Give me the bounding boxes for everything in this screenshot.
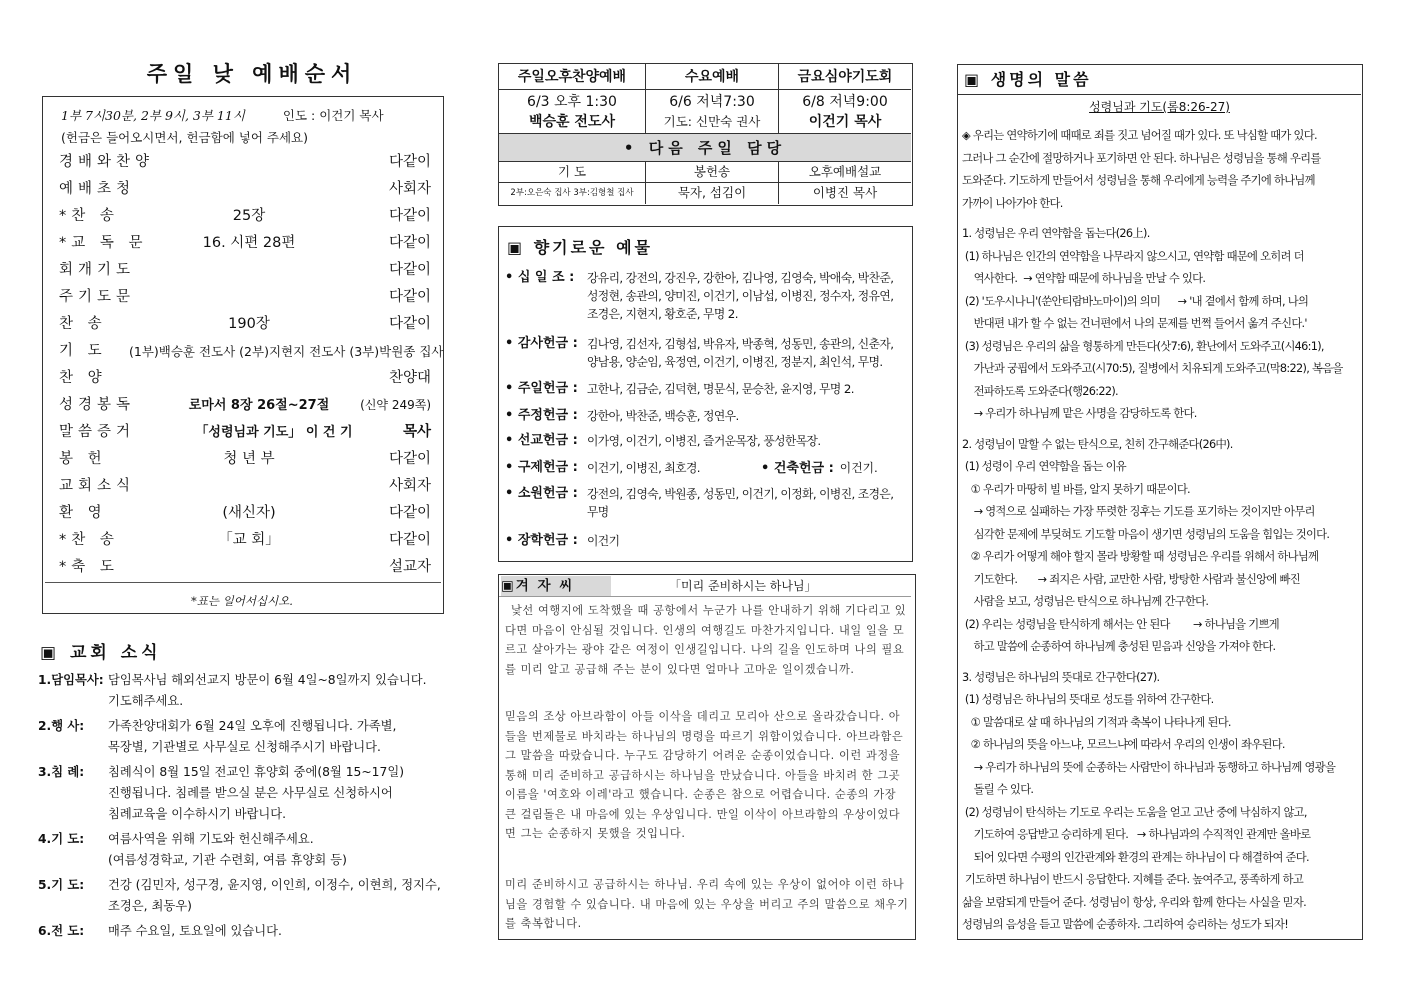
schedule-cell-sunday [499,90,646,134]
sermon-line: 삶을 보람되게 만들어 준다. 성령님이 항상, 우리와 함께 한다는 사실을 믿자. [962,895,1306,909]
offerings-box [498,226,913,562]
offering-label: • 감사헌금 : [505,336,578,351]
order-item-name: 환 영 [59,505,107,521]
offering-row [505,407,905,425]
news-item [38,875,458,917]
sermon-line: 성령님의 음성을 듣고 말씀에 순종하자. 그리하여 승리하는 성도가 되자! [962,918,1289,931]
order-item-detail: 청 년 부 [223,451,275,467]
order-footnote: *표는 일어서십시오. [191,594,293,608]
news-title: ▣ 교회 소식 [40,643,162,663]
order-item-name: 찬 송 [59,316,107,332]
order-item-name: *찬 송 [59,532,119,548]
sermon-line: 사람을 보고, 성령님은 탄식으로 하나님께 간구한다. [962,595,1209,608]
mustard-seed-paragraph-3: 미리 준비하시고 공급하시는 하나님. 우리 속에 있는 우상이 없어야 이런 하나님을 경험할 수 있습니다. 내 마음에 있는 우상을 버리고 주의 말씀으로 채우기를 축복합니다. [505,878,909,930]
word-of-life-box [957,64,1363,940]
order-item-detail: 「교 회」 [218,532,280,548]
order-row [59,311,431,338]
sermon-line: ② 하나님의 뜻을 아느냐, 모르느냐에 따라서 우리의 인생이 좌우된다. [962,738,1285,751]
schedule-cell-wednesday [646,90,779,134]
next-sermon-header: 오후예배설교 [808,164,882,179]
order-row [59,392,431,419]
sermon-line: ◈ 우리는 연약하기에 때때로 죄를 짓고 넘어질 때가 있다. 또 낙심할 때가 있다. [962,129,1317,142]
schedule-sunday-time: 6/3 오후 1:30 [527,94,617,110]
sermon-subtitle: 성령님과 기도(롬8:26-27) [1089,100,1230,114]
offering-label: • 주일헌금 : [505,381,578,396]
offering-row [505,380,905,398]
sermon-line: (2) 우리는 성령님을 탄식하게 해서는 안 된다 → 하나님을 기쁘게 [962,617,1279,631]
sermon-line: 기도하면 하나님이 반드시 응답한다. 지혜를 준다. 높여주고, 풍족하게 하고 [962,873,1304,886]
next-offering-song-header: 봉헌송 [646,162,779,182]
offering-row [505,432,905,450]
next-prayer-value: 2부:오은숙 집사 3부:김형철 집사 [499,182,646,204]
mustard-seed-paragraph-2: 믿음의 조상 아브라함이 아들 이삭을 데리고 모리아 산으로 올라갔습니다. 아들을 번제물로 바치라는 하나님의 명령을 따르기 위함이었습니다. 아브라함은 그 말씀을 따랐습니다. 누구도 감당하기 어려운 순종이었습니다. 이런 과정을 통해 미리 준비하고 공급하시는 하나님을 만났습니다. 아들을 바치려 한 그곳 이름을 '여호와 이레'라고 했습니다. 순종은 참으로 어렵습니다. 순종의 가장 큰 걸림돌은 내 마음에 있는 우상입니다. 만일 이삭이 아브라함의 우상이었다면 그는 순종하지 못했을 것입니다. [505,710,904,840]
news-item [38,716,458,758]
order-item-detail: (새신자) [222,505,276,521]
order-item-name: 경배와찬양 [59,154,155,170]
schedule-header-friday: 금요심야기도회 [779,64,911,90]
building-offering [761,459,878,478]
order-row [59,500,431,527]
next-divider [499,182,911,183]
order-item-role: (신약 249쪽) [360,398,431,412]
sermon-line: 전파하도록 도와준다(행26:22). [962,384,1118,398]
next-offering-song-value: 묵자, 섬김이 [646,182,779,204]
order-item-detail: 16. 시편 28편 [202,235,296,251]
order-item-role: 다같이 [388,451,431,467]
sermon-line: (1) 하나님은 인간의 연약함을 나무라지 않으시고, 연약함 때문에 오히려 더 [962,249,1304,263]
schedule-wednesday-time: 6/6 저녁7:30 [669,94,755,110]
order-item-name: *교 독 문 [59,235,148,251]
schedule-sunday-person: 백승훈 전도사 [528,114,616,130]
order-row [59,527,431,554]
news-item-label: 3.침 례: [38,765,85,779]
news-item-label: 1.담임목사: [38,673,104,687]
offering-row [505,335,905,371]
order-item-name: 회개기도 [59,262,136,278]
offering-label: • 소원헌금 : [505,486,578,501]
sermon-line: 가난과 궁핍에서 도와주고(시70:5), 질병에서 치유되게 도와주고(막8:22), 복음을 [962,362,1343,375]
sermon-line: 그러나 그 순간에 절망하거나 포기하면 안 된다. 하나님은 성령님을 통해 우리를 [962,151,1321,165]
word-of-life-title: ▣ 생명의 말씀 [958,65,1361,95]
news-item-line: 건강 (김민자, 성구경, 윤지영, 이인희, 이정수, 이현희, 정지수, [108,878,441,892]
order-row [59,203,431,230]
sermon-line: 반대편 내가 할 수 없는 건너편에서 나의 문제를 번쩍 들어서 옮겨 주신다.' [962,317,1307,330]
news-item-line: 가족찬양대회가 6월 24일 오후에 진행됩니다. 가족별, [108,719,397,733]
sermon-line: ② 우리가 어떻게 해야 할지 몰라 방황할 때 성령님은 우리를 위해서 하나님께 [962,550,1319,563]
next-prayer-header: 기 도 [499,162,646,182]
order-item-role: 사회자 [388,478,431,494]
order-title: 주일 낮 예배순서 [146,62,358,86]
order-row [59,338,444,365]
order-item-name: 성경봉독 [59,397,136,413]
order-item-detail: 로마서 8장 26절~27절 [188,398,330,413]
news-item-text [108,875,458,917]
order-divider [45,582,441,583]
order-item-role: 다같이 [388,289,431,305]
news-item-line: 기도해주세요. [108,694,184,708]
offering-label: • 선교헌금 : [505,433,578,448]
news-item-text [108,921,458,942]
order-item-role: 다같이 [388,505,431,521]
sermon-line: → 영적으로 실패하는 가장 뚜렷한 징후는 기도를 포기하는 것이지만 아무리 [962,505,1315,518]
news-item [38,670,458,712]
sermon-line: 기도하여 응답받고 승리하게 된다. → 하나님과의 수직적인 관계만 올바로 [962,828,1311,841]
order-item-detail: 25장 [232,208,266,224]
offering-label: • 구제헌금 : [505,460,578,475]
order-item-role: 다같이 [388,532,431,548]
offering-label: • 십 일 조 : [505,270,575,285]
news-item-line: 목장별, 기관별로 사무실로 신청해주시기 바랍니다. [108,740,381,754]
schedule-friday-time: 6/8 저녁9:00 [802,94,888,110]
sermon-line: (2) '도우시나니'(쑨안티람바노마이)의 의미 → '내 곁에서 함께 하며, 나의 [962,294,1309,308]
order-item-role: 설교자 [388,559,431,575]
offering-note: (헌금은 들어오시면서, 헌금함에 넣어 주세요) [61,130,308,145]
order-row [59,176,431,203]
word-of-life-title-text: 생명의 말씀 [990,70,1092,89]
mustard-seed-header [499,575,911,597]
offering-row [505,459,905,477]
sermon-line: (3) 성령님은 우리의 삶을 형통하게 만든다(삿7:6), 환난에서 도와주고(시46:1), [962,339,1324,353]
order-row [59,446,431,473]
service-times: 1부 7시30분, 2부 9시, 3부 11시 [61,108,245,123]
worship-order-box [42,96,444,614]
news-item-text [108,762,458,825]
sermon-line: 가까이 나아가야 한다. [962,196,1063,210]
order-item-name: *축 도 [59,559,119,575]
offering-label: • 주정헌금 : [505,408,578,423]
order-row [59,284,431,311]
news-item-line: 매주 수요일, 토요일에 있습니다. [108,924,282,938]
sermon-line: 역사한다. → 연약함 때문에 하나님을 만날 수 있다. [962,272,1206,285]
order-item-name: 찬 양 [59,370,107,386]
schedule-wednesday-person: 기도: 신만숙 권사 [663,114,761,129]
order-item-name: 교회소식 [59,478,136,494]
mustard-seed-label: ▣겨 자 씨 [501,576,611,596]
sermon-line: ① 우리가 마땅히 빌 바를, 알지 못하기 때문이다. [962,482,1190,496]
sermon-line: → 우리가 하나님께 맡은 사명을 감당하도록 한다. [962,407,1197,420]
next-sermon-value: 이병진 목사 [812,185,878,200]
offering-names: 이가영, 이건기, 이병진, 즐거운목장, 풍성한목장. [587,434,821,448]
sermon-line: 3. 성령님은 하나님의 뜻대로 간구한다(27). [962,670,1160,684]
order-item-detail: 190장 [228,316,270,332]
schedule-header-wednesday: 수요예배 [646,64,779,90]
building-offering-label: • 건축헌금 : [761,461,834,476]
offering-names: 김나영, 김선자, 김형섭, 박유자, 박종혁, 성동민, 송관의, 신춘자, 양남용, 양순임, 육정연, 이건기, 이병진, 정분지, 최인석, 무명. [587,337,894,369]
order-item-name: 기 도 [59,343,107,359]
schedule-cell-friday [779,90,911,134]
order-item-detail: (1부)백승훈 전도사 (2부)지현지 전도사 (3부)박원종 집사 [129,344,444,359]
sermon-line: ① 말씀대로 살 때 하나님의 기적과 축복이 나타나게 된다. [962,715,1231,729]
order-item-role: 사회자 [388,181,431,197]
offerings-title-text: 향기로운 예물 [533,238,653,257]
offering-names: 이건기 [587,534,620,548]
order-item-role: 다같이 [388,235,431,251]
news-item-text [108,670,458,712]
news-item [38,829,458,871]
news-title-text: 교회 소식 [69,643,162,663]
news-item-text [108,829,458,871]
offering-names: 이건기, 이병진, 최호경. [587,461,700,475]
mustard-seed-label-text: 겨 자 씨 [515,578,575,594]
offering-names: 고한나, 김금순, 김덕현, 명문식, 문승찬, 윤지영, 무명 2. [587,382,854,396]
news-item-line: 담임목사님 해외선교지 방문이 6월 4일~8일까지 있습니다. [108,673,427,687]
order-item-role: 다같이 [388,154,431,170]
order-row [59,149,431,176]
order-item-name: 봉 헌 [59,451,107,467]
next-sunday-title: • 다음 주일 담당 [499,134,911,162]
offering-names: 강전의, 김영숙, 박원종, 성동민, 이건기, 이정화, 이병진, 조경은, 무명 [587,487,894,519]
news-item-label: 5.기 도: [38,878,85,892]
sermon-line: 돌릴 수 있다. [962,783,1034,796]
sermon-line: 심각한 문제에 부딪혀도 기도할 마음이 생기면 성령님의 도움을 힘입는 것이다. [962,527,1330,541]
order-row [59,473,431,500]
mustard-seed-box [498,574,916,940]
mustard-seed-title: 「미리 준비하시는 하나님」 [669,579,817,593]
sermon-line: 기도한다. → 죄지은 사람, 교만한 사람, 방탕한 사람과 불신앙에 빠진 [962,572,1300,586]
news-item-label: 2.행 사: [38,719,85,733]
schedule-table [498,63,913,206]
order-row [59,554,431,581]
order-item-name: *찬 송 [59,208,119,224]
order-row [59,365,431,392]
news-item-label: 6.전 도: [38,924,85,938]
offering-names: 강유리, 강전의, 강진우, 강한아, 김나영, 김영숙, 박애숙, 박찬준, 성정현, 송관의, 양미진, 이건기, 이남섭, 이병진, 정수자, 정유연, 조경은, 지현지, 황호준, 무명 2. [587,271,894,321]
sermon-line: (2) 성령님이 탄식하는 기도로 우리는 도움을 얻고 고난 중에 낙심하지 않고, [962,805,1307,819]
order-item-name: 말씀증거 [59,424,136,440]
offering-names: 강한아, 박찬준, 백승훈, 정연우. [587,409,739,423]
order-item-role: 다같이 [388,262,431,278]
news-item-line: 침례식이 8월 15일 전교인 휴양회 중에(8월 15~17일) [108,765,405,779]
news-item-label: 4.기 도: [38,832,85,846]
offering-row [505,269,905,323]
order-item-role: 목사 [402,424,431,440]
order-row [59,230,431,257]
building-offering-names: 이건기. [839,461,878,475]
sermon-line: 되어 있다면 수평의 인간관계와 환경의 관계는 하나님이 다 해결하여 준다. [962,850,1309,864]
sermon-line: 1. 성령님은 우리 연약함을 돕는다(26上). [962,227,1150,240]
order-row [59,419,431,446]
offerings-title: ▣ 향기로운 예물 [507,238,653,257]
schedule-header-sunday: 주일오후찬양예배 [499,64,646,90]
sermon-line: 도와준다. 기도하게 만들어서 성령님을 통해 우리에게 능력을 주기에 하나님께 [962,174,1315,187]
news-item-line: 조경은, 최동우) [108,899,192,913]
news-item-line: (여름성경학교, 기관 수련회, 여름 휴양회 등) [108,853,347,867]
order-item-name: 예배초청 [59,181,136,197]
order-header [61,105,441,149]
news-item-line: 진행됩니다. 침례를 받으실 분은 사무실로 신청하시어 [108,786,393,800]
sermon-line: 하고 말씀에 순종하여 하나님께 충성된 믿음과 신앙을 가져야 한다. [962,640,1276,653]
order-row [59,257,431,284]
order-item-role: 다같이 [388,208,431,224]
order-times-line [61,105,441,127]
order-item-name: 주기도문 [59,289,136,305]
offering-label: • 장학헌금 : [505,533,578,548]
order-item-role: 다같이 [388,316,431,332]
order-item-role: 찬양대 [388,370,431,386]
news-item-text [108,716,458,758]
offering-row [505,532,905,550]
news-item [38,762,458,825]
news-item-line: 침례교육을 이수하시기 바랍니다. [108,807,287,821]
sermon-line: 2. 성령님이 말할 수 없는 탄식으로, 친히 간구해준다(26中). [962,437,1233,451]
sermon-line: → 우리가 하나님의 뜻에 순종하는 사람만이 하나님과 동행하고 하나님께 영광을 [962,760,1336,774]
offering-row [505,485,905,521]
mustard-seed-paragraph-1: 낯선 여행지에 도착했을 때 공항에서 누군가 나를 안내하기 위해 기다리고 있다면 마음이 안심될 것입니다. 인생의 여행길도 마찬가지입니다. 내일 일을 모르고 살아가는 광야 같은 여정이 인생길입니다. 나의 길을 인도하며 나의 필요를 미리 알고 공급해 주는 분이 있다면 얼마나 고마운 일이겠습니까. [505,604,907,676]
news-item-line: 여름사역을 위해 기도와 헌신해주세요. [108,832,314,846]
service-leader: 인도 : 이건기 목사 [282,108,384,123]
sermon-line: (1) 성령이 우리 연약함을 돕는 이유 [962,460,1127,473]
order-item-detail: 「성령님과 기도」 이 건 기 [195,425,353,440]
sermon-line: (1) 성령님은 하나님의 뜻대로 성도를 위하여 간구한다. [962,693,1214,706]
schedule-friday-person: 이건기 목사 [808,114,882,130]
news-item [38,921,458,942]
